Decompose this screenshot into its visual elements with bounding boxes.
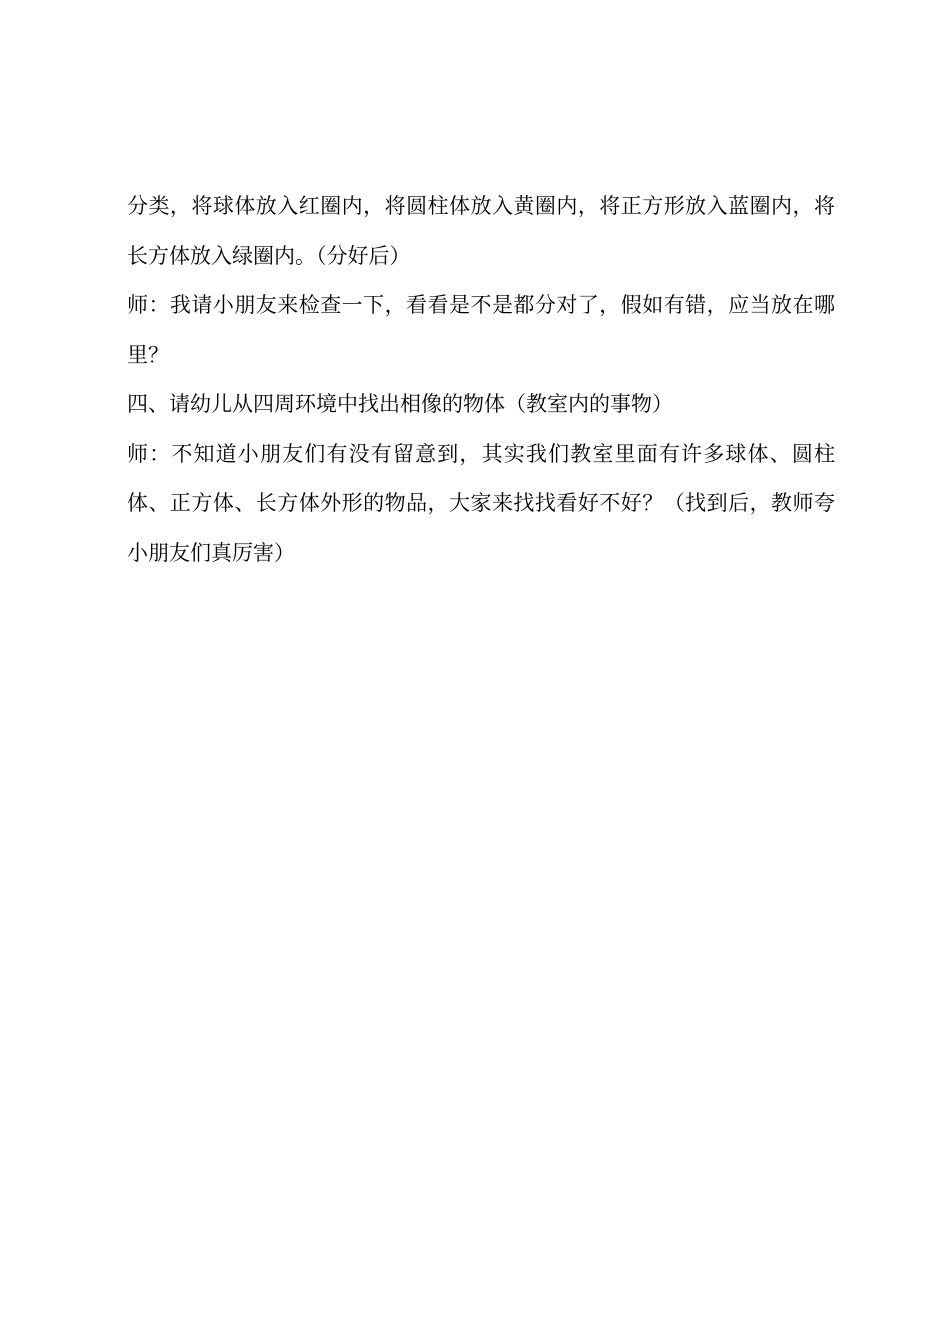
paragraph-teacher-find-objects: 师：不知道小朋友们有没有留意到，其实我们教室里面有许多球体、圆柱体、正方体、长方体外形的物品，大家来找找看好不好？（找到后，教师夸小朋友们真厉害） bbox=[127, 441, 835, 565]
paragraph-section-four-heading: 四、请幼儿从四周环境中找出相像的物体（教室内的事物） bbox=[127, 392, 673, 416]
document-body bbox=[127, 182, 835, 578]
paragraph-sorting-instructions: 分类，将球体放入红圈内，将圆柱体放入黄圈内，将正方形放入蓝圈内，将长方体放入绿圈内。（分好后） bbox=[127, 194, 835, 268]
paragraph-teacher-check: 师：我请小朋友来检查一下，看看是不是都分对了，假如有错，应当放在哪里？ bbox=[127, 293, 835, 367]
